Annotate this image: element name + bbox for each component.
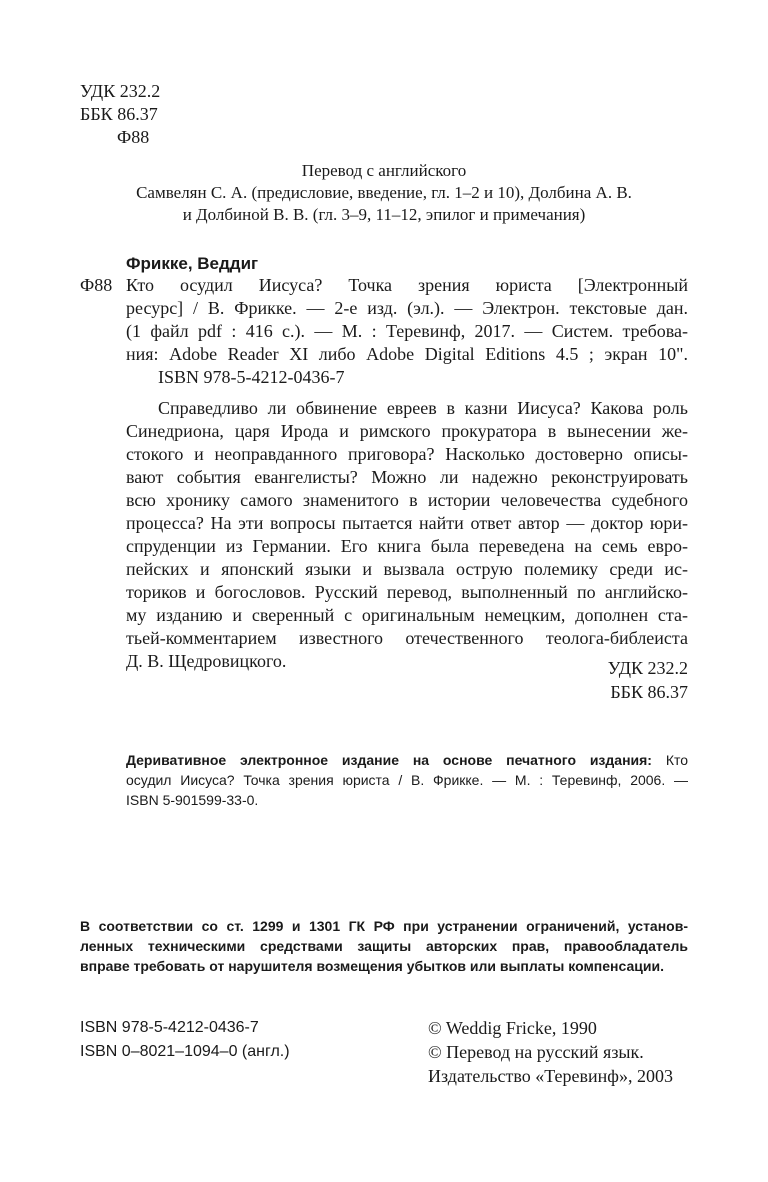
record-line: (1 файл pdf : 416 с.). — М. : Теревинф, 2017. — Систем. требова-: [126, 321, 688, 341]
bbk-value: 86.37: [117, 104, 158, 124]
annotation-line: ториков и богословов. Русский перевод, выполненный по английско-: [126, 582, 688, 602]
record-mark: Ф88: [80, 275, 113, 295]
annotation-line: Синедриона, царя Ирода и римского прокуратора в вынесении же-: [126, 421, 688, 441]
legal-line: ленных техническими средствами защиты авторских прав, правообладатель: [80, 938, 688, 954]
udk-line: [80, 80, 160, 103]
annotation-line: му изданию и сверенный с оригинальным немецким, дополнен ста-: [126, 605, 688, 625]
annotation-line: Д. В. Щедровицкого.: [126, 651, 287, 671]
isbn-block: [80, 1016, 290, 1064]
annotation-line: всю хронику самого знаменитого в истории человечества судебного: [126, 490, 688, 510]
record-line: Кто осудил Иисуса? Точка зрения юриста [Электронный: [126, 275, 688, 295]
udk-value: 232.2: [119, 81, 161, 101]
annotation-line: Справедливо ли обвинение евреев в казни Иисуса? Какова роль: [158, 398, 688, 418]
annotation-line: стокого и неоправданного приговора? Насколько достоверно описы-: [126, 444, 688, 464]
translation-line: и Долбиной В. В. (гл. 3–9, 11–12, эпилог и примечания): [182, 205, 586, 224]
derivative-lead-rest: Кто: [665, 752, 689, 768]
translation-line: Перевод с английского: [301, 161, 467, 180]
copyright-line: Издательство «Теревинф», 2003: [428, 1066, 673, 1086]
annotation-line: спруденции из Германии. Его книга была переведена на семь евро-: [126, 536, 688, 556]
bbk-line: [80, 103, 160, 126]
record-author: Фрикке, Веддиг: [126, 254, 259, 273]
annotation: [126, 397, 688, 673]
isbn-line: ISBN 0–8021–1094–0 (англ.): [80, 1043, 290, 1060]
derivative-note: [126, 750, 688, 810]
legal-notice: [80, 916, 688, 976]
annotation-line: процесса? На эти вопросы пытается найти ответ автор — доктор юри-: [126, 513, 688, 533]
derivative-line: ISBN 5-901599-33-0.: [126, 792, 259, 808]
bbk-label: ББК: [80, 104, 113, 124]
derivative-line: осудил Иисуса? Точка зрения юриста / В. Фрикке. — М. : Теревинф, 2006. —: [126, 772, 688, 788]
derivative-line: [126, 750, 688, 770]
annotation-line: тьей-комментарием известного отечественного теолога-библеиста: [126, 628, 688, 648]
isbn-line: ISBN 978-5-4212-0436-7: [80, 1019, 259, 1036]
record-description: [80, 274, 688, 366]
udk-label: УДК: [80, 81, 116, 101]
annotation-line: пейских и японский языки и вызвала острую полемику среди ис-: [126, 559, 688, 579]
copyright-line: © Weddig Fricke, 1990: [428, 1018, 597, 1038]
derivative-lead: Деривативное электронное издание на основе печатного издания:: [126, 752, 652, 768]
translation-line: Самвелян С. А. (предисловие, введение, гл. 1–2 и 10), Долбина А. В.: [136, 183, 632, 202]
udk-header: [80, 80, 160, 149]
record-isbn: ISBN 978-5-4212-0436-7: [158, 367, 345, 387]
classification: [480, 656, 688, 704]
classification-bbk: ББК 86.37: [610, 682, 688, 702]
legal-line: В соответствии со ст. 1299 и 1301 ГК РФ при устранении ограничений, установ-: [80, 918, 688, 934]
classification-udk: УДК 232.2: [607, 658, 688, 678]
copyright-block: [428, 1016, 673, 1088]
author-mark: Ф88: [117, 127, 150, 147]
record-line: ния: Adobe Reader XI либо Adobe Digital Editions 4.5 ; экран 10".: [126, 344, 688, 364]
annotation-line: вают события евангелисты? Можно ли надежно реконструировать: [126, 467, 688, 487]
copyright-line: © Перевод на русский язык.: [428, 1042, 644, 1062]
translation-credits: [80, 160, 688, 226]
record-line: ресурс] / В. Фрикке. — 2-е изд. (эл.). — Электрон. текстовые дан.: [126, 298, 688, 318]
legal-line: вправе требовать от нарушителя возмещения убытков или выплаты компенсации.: [80, 958, 664, 974]
